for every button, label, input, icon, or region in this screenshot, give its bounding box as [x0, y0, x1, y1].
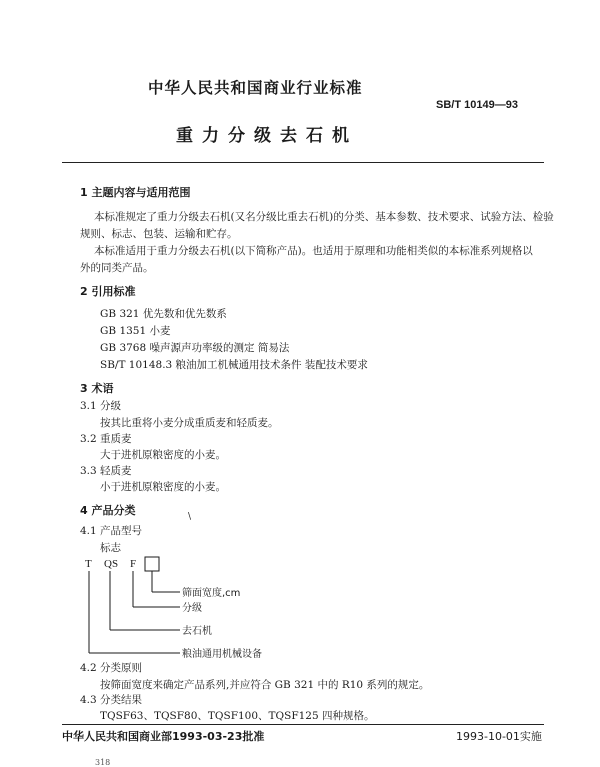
stray-mark: \: [188, 512, 192, 522]
term-3-1-heading: 3.1 分级: [80, 400, 122, 412]
product-model-diagram: [80, 555, 380, 667]
term-3-3-heading: 3.3 轻质麦: [80, 465, 132, 477]
reference-sbt10148: SB/T 10148.3 粮油加工机械通用技术条件 装配技术要求: [100, 359, 368, 371]
subsection-4-3-heading: 4.3 分类结果: [80, 694, 143, 706]
label-general-equipment: 粮油通用机械设备: [182, 649, 262, 660]
section-3-heading: 3 术语: [80, 382, 114, 395]
width-placeholder-box: [145, 557, 159, 571]
section-1-para-2b: 外的同类产品。: [80, 262, 154, 274]
code-letter-t: T: [85, 558, 92, 570]
footer-rule: [62, 724, 544, 725]
standard-code: SB/T 10149—93: [436, 99, 518, 111]
subsection-4-3-text: TQSF63、TQSF80、TQSF100、TQSF125 四种规格。: [100, 710, 375, 722]
section-1-para-1b: 规则、标志、包装、运输和贮存。: [80, 228, 238, 240]
subsection-4-1-heading: 4.1 产品型号: [80, 525, 143, 537]
label-destoner: 去石机: [182, 626, 212, 637]
document-title: 重力分级去石机: [176, 126, 358, 146]
section-1-para-1a: 本标准规定了重力分级去石机(又名分级比重去石机)的分类、基本参数、技术要求、试验方法、检验: [94, 211, 554, 223]
reference-gb3768: GB 3768 噪声源声功率级的测定 简易法: [100, 342, 290, 354]
code-letter-f: F: [130, 558, 137, 570]
section-1-para-2a: 本标准适用于重力分级去石机(以下简称产品)。也适用于原理和功能相类似的本标准系列规格以: [94, 245, 533, 257]
issuing-authority: 中华人民共和国商业部1993-03-23批准: [62, 730, 265, 743]
section-2-heading: 2 引用标准: [80, 285, 136, 298]
effective-date: 1993-10-01实施: [456, 730, 542, 743]
page-number: 318: [95, 758, 111, 767]
section-4-heading: 4 产品分类: [80, 504, 136, 517]
reference-gb321: GB 321 优先数和优先数系: [100, 308, 227, 320]
header-rule: [62, 162, 544, 163]
mark-label: 标志: [100, 542, 121, 554]
code-letter-qs: QS: [104, 558, 119, 570]
label-grading: 分级: [182, 603, 202, 614]
label-screen-width: 筛面宽度,cm: [182, 588, 241, 599]
subsection-4-2-heading: 4.2 分类原则: [80, 662, 143, 674]
term-3-2-heading: 3.2 重质麦: [80, 433, 132, 445]
term-3-3-definition: 小于进机原粮密度的小麦。: [100, 481, 226, 493]
term-3-1-definition: 按其比重将小麦分成重质麦和轻质麦。: [100, 417, 279, 429]
term-3-2-definition: 大于进机原粮密度的小麦。: [100, 449, 226, 461]
section-1-heading: 1 主题内容与适用范围: [80, 186, 191, 199]
standard-category-title: 中华人民共和国商业行业标准: [148, 79, 363, 97]
reference-gb1351: GB 1351 小麦: [100, 325, 171, 337]
subsection-4-2-text: 按筛面宽度来确定产品系列,并应符合 GB 321 中的 R10 系列的规定。: [100, 679, 430, 691]
